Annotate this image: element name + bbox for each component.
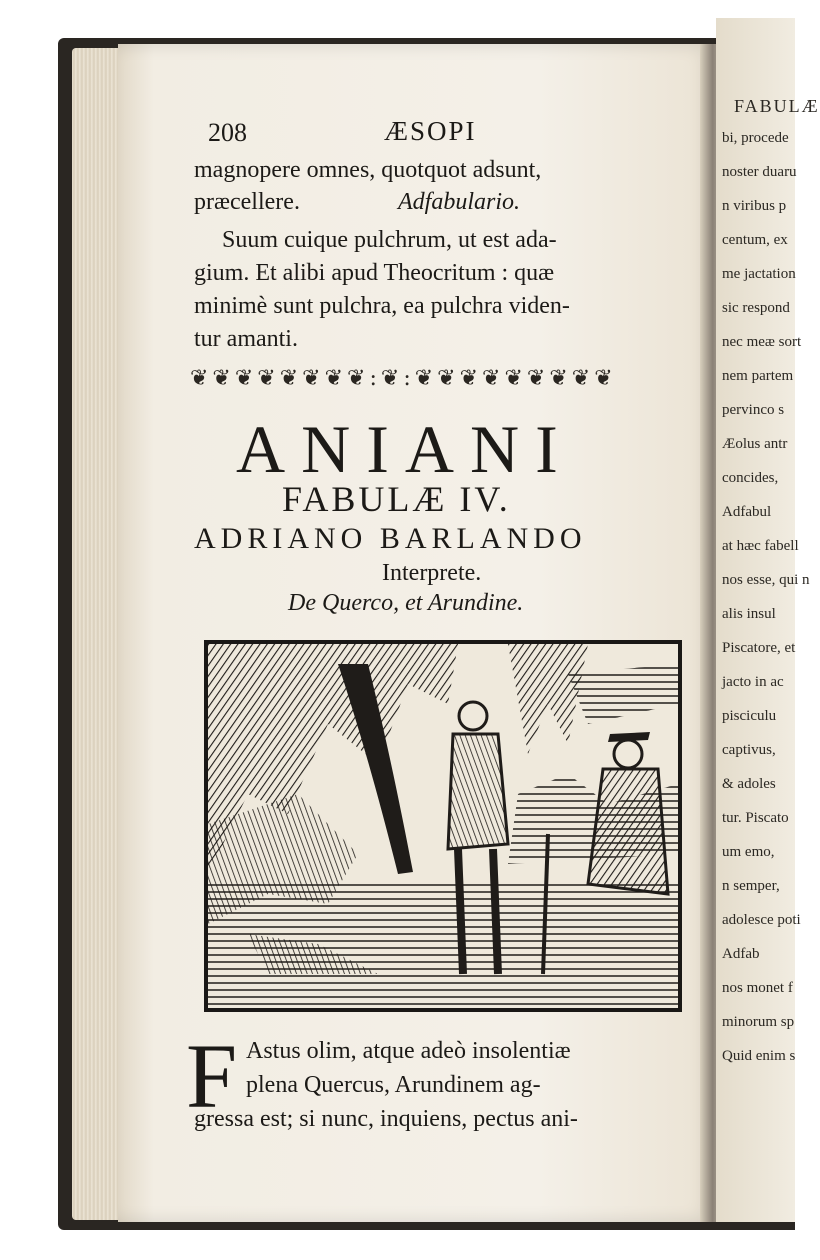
drop-cap: F	[186, 1025, 238, 1127]
text-line-6: tur amanti.	[194, 326, 298, 352]
right-page-line: concides,	[722, 470, 779, 486]
ornament-divider: ❦❦❦❦❦❦❦❦:❦:❦❦❦❦❦❦❦❦❦	[190, 366, 617, 391]
right-page-line: Piscatore, et	[722, 640, 796, 656]
right-page-line: nec meæ sort	[722, 334, 802, 350]
page-number: 208	[208, 118, 247, 147]
text-line-4: gium. Et alibi apud Theocritum : quæ	[194, 260, 555, 286]
figure-head	[459, 702, 487, 730]
right-page-line: & adoles	[722, 776, 776, 792]
right-page-line: me jactation	[722, 266, 796, 282]
right-page-line: Adfab	[722, 946, 760, 962]
interprete-line: Interprete.	[382, 560, 482, 586]
text-line-5: minimè sunt pulchra, ea pulchra viden-	[194, 293, 570, 319]
right-page-line: centum, ex	[722, 232, 788, 248]
fable-line-3: gressa est; si nunc, inquiens, pectus ani-	[194, 1106, 578, 1132]
right-page-line: alis insul	[722, 606, 776, 622]
author-line: ADRIANO BARLANDO	[194, 522, 587, 555]
right-page-line: minorum sp	[722, 1014, 795, 1030]
text-line-2: præcellere.	[194, 189, 300, 215]
right-page-line: nos esse, qui n	[722, 572, 810, 588]
text-line-3: Suum cuique pulchrum, ut est ada-	[222, 227, 557, 253]
right-page-line: noster duaru	[722, 164, 797, 180]
main-title: ANIANI	[236, 411, 574, 487]
right-page-line: pervinco s	[722, 402, 785, 418]
subtitle: FABULÆ IV.	[282, 479, 511, 519]
right-page-line: captivus,	[722, 742, 776, 758]
right-page-line: um emo,	[722, 844, 775, 860]
right-page-line: adolesce poti	[722, 912, 801, 928]
adfabulario-label: Adfabulario.	[398, 189, 521, 215]
figure-body	[448, 734, 508, 849]
fable-title: De Querco, et Arundine.	[288, 590, 524, 616]
second-figure-body	[588, 769, 668, 894]
right-page-line: Æolus antr	[722, 436, 788, 452]
right-page	[716, 18, 820, 1222]
right-page-line: at hæc fabell	[722, 538, 799, 554]
right-page-line: sic respond	[722, 300, 790, 316]
right-page-line: Quid enim s	[722, 1048, 796, 1064]
woodcut-illustration	[204, 640, 682, 1012]
fable-line-1: Astus olim, atque adeò insolentiæ	[246, 1038, 571, 1064]
right-page-line: n semper,	[722, 878, 780, 894]
right-page-line: tur. Piscato	[722, 810, 789, 826]
woodcut-scene	[208, 644, 678, 1008]
right-page-line: bi, procede	[722, 130, 789, 146]
right-page-line: FABULÆ	[734, 96, 820, 116]
right-page-line: nos monet f	[722, 980, 793, 996]
text-line-1: magnopere omnes, quotquot adsunt,	[194, 157, 542, 183]
right-page-line: n viribus p	[722, 198, 787, 214]
right-page-line: nem partem	[722, 368, 794, 384]
running-head: ÆSOPI	[384, 116, 477, 146]
right-page-line: jacto in ac	[722, 674, 784, 690]
right-page-line: pisciculu	[722, 708, 777, 724]
fable-line-2: plena Quercus, Arundinem ag-	[246, 1072, 541, 1098]
right-page-line: Adfabul	[722, 504, 772, 520]
second-figure-head	[614, 740, 642, 768]
